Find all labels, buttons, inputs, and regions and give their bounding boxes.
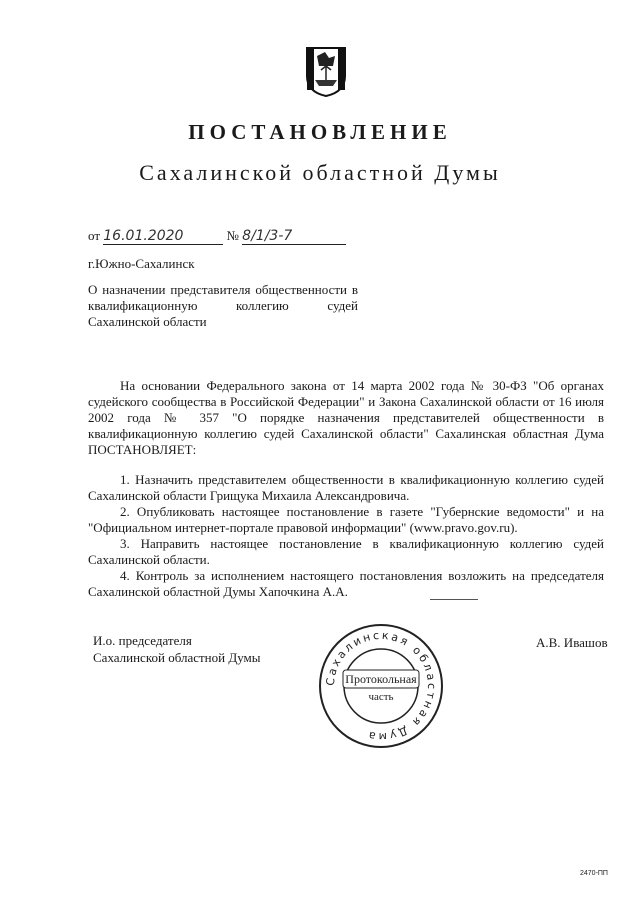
stamp-center-line: часть bbox=[368, 691, 394, 703]
date-prefix: от bbox=[88, 228, 101, 243]
number-value: 8/1/3-7 bbox=[242, 228, 346, 245]
item-paragraph: 4. Контроль за исполнением настоящего постановления возложить на председателя Сахалинской областной Думы Хапочкина А.А. bbox=[88, 568, 604, 599]
item-paragraph: 3. Направить настоящее постановление в квалификационную коллегию судей Сахалинской области. bbox=[88, 536, 604, 567]
city: г.Южно-Сахалинск bbox=[88, 256, 195, 271]
footer-code: 2470-ПП bbox=[580, 870, 608, 877]
item-paragraph: 2. Опубликовать настоящее постановление в газете "Губернские ведомости" и на "Официальном интернет-портале правовой информации" (www.pravo.gov.ru). bbox=[88, 504, 604, 535]
official-stamp bbox=[317, 622, 445, 750]
coat-of-arms-emblem bbox=[305, 46, 347, 98]
stamp-ring-text: Сахалинская областная Дума bbox=[323, 628, 439, 744]
document-subject: О назначении представителя общественности в квалификационную коллегию судей Сахалинской области bbox=[88, 282, 358, 329]
date-number-line bbox=[88, 228, 346, 245]
position-line: И.о. председателя bbox=[93, 633, 192, 648]
preamble-paragraph: На основании Федерального закона от 14 марта 2002 года № 30-ФЗ "Об органах судейского сообщества в Российской Федерации" и Закона Сахалинской области от 16 июля 2002 года № 357 "О порядке назначения представителей общественности в квалификационную коллегию судей Сахалинской области" Сахалинская областная Дума ПОСТАНОВЛЯЕТ: bbox=[88, 378, 604, 457]
document-subtitle: Сахалинской областной Думы bbox=[139, 160, 501, 185]
stamp-center-line: Протокольная bbox=[345, 672, 417, 686]
number-prefix: № bbox=[226, 228, 239, 243]
signature-stroke bbox=[430, 599, 478, 600]
document-title: ПОСТАНОВЛЕНИЕ bbox=[188, 120, 452, 144]
document-body bbox=[88, 378, 604, 600]
position-line: Сахалинской областной Думы bbox=[93, 650, 261, 665]
date-value: 16.01.2020 bbox=[103, 228, 223, 245]
signatory-name: А.В. Ивашов bbox=[536, 635, 608, 650]
item-paragraph: 1. Назначить представителем общественности в квалификационную коллегию судей Сахалинской области Грищука Михаила Александровича. bbox=[88, 472, 604, 503]
signatory-position bbox=[93, 632, 261, 666]
